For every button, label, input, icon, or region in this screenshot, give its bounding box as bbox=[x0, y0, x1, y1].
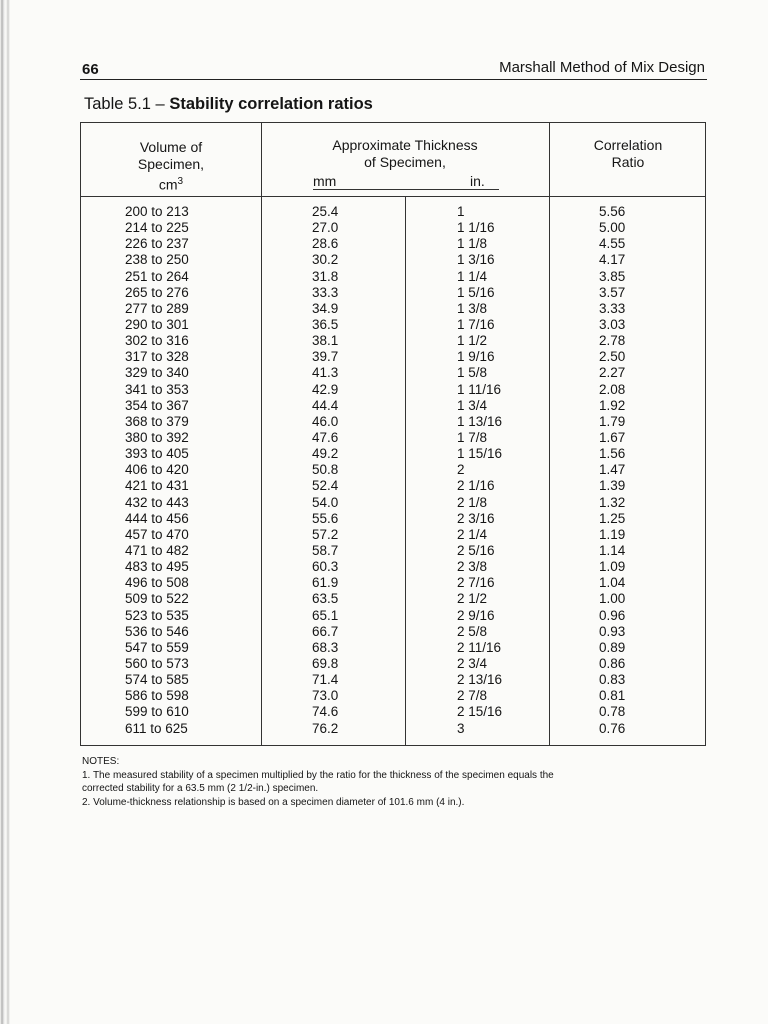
table-row bbox=[81, 301, 707, 317]
cell-inches: 2 9/16 bbox=[457, 607, 495, 623]
table-caption-title: Stability correlation ratios bbox=[169, 95, 373, 113]
table-caption-prefix: Table 5.1 – bbox=[84, 95, 170, 113]
cell-volume: 457 to 470 bbox=[125, 526, 189, 542]
cell-ratio: 4.55 bbox=[599, 236, 626, 252]
cell-volume: 574 to 585 bbox=[125, 672, 189, 688]
cell-volume: 523 to 535 bbox=[125, 607, 189, 623]
cell-mm: 57.2 bbox=[312, 526, 339, 542]
table-row bbox=[81, 575, 707, 591]
notes-heading: NOTES: bbox=[82, 756, 120, 767]
table-caption bbox=[84, 95, 373, 114]
cell-inches: 1 7/16 bbox=[457, 316, 495, 332]
cell-ratio: 1.39 bbox=[599, 478, 626, 494]
table-row bbox=[81, 478, 707, 494]
cell-volume: 393 to 405 bbox=[125, 446, 189, 462]
cell-ratio: 1.92 bbox=[599, 397, 626, 413]
cell-volume: 586 to 598 bbox=[125, 688, 189, 704]
cell-mm: 25.4 bbox=[312, 204, 339, 219]
cell-ratio: 0.76 bbox=[599, 720, 626, 736]
cell-volume: 200 to 213 bbox=[125, 204, 189, 219]
cell-inches: 1 1/16 bbox=[457, 220, 495, 236]
table-row bbox=[81, 446, 707, 462]
cell-volume: 214 to 225 bbox=[125, 220, 189, 236]
cell-ratio: 2.78 bbox=[599, 333, 626, 349]
cell-inches: 2 1/8 bbox=[457, 494, 488, 510]
table-row bbox=[81, 608, 707, 624]
header-volume-unit: $cm^3$ bbox=[158, 176, 184, 193]
cell-volume: 238 to 250 bbox=[125, 252, 189, 268]
cell-volume: 599 to 610 bbox=[125, 704, 189, 720]
cell-mm: 31.8 bbox=[312, 268, 339, 284]
cell-ratio: 1.32 bbox=[599, 494, 626, 510]
cell-inches: 1 9/16 bbox=[457, 349, 495, 365]
table-row bbox=[81, 543, 707, 559]
cell-ratio: 2.27 bbox=[599, 365, 626, 381]
cell-ratio: 1.56 bbox=[599, 446, 626, 462]
cell-mm: 30.2 bbox=[312, 252, 339, 268]
cell-mm: 58.7 bbox=[312, 542, 339, 558]
cell-ratio: 4.17 bbox=[599, 252, 626, 268]
table-row bbox=[81, 511, 707, 527]
cell-volume: 226 to 237 bbox=[125, 236, 189, 252]
cell-volume: 251 to 264 bbox=[125, 268, 189, 284]
cell-mm: 38.1 bbox=[312, 333, 339, 349]
cell-inches: 2 bbox=[457, 462, 465, 478]
cell-volume: 406 to 420 bbox=[125, 462, 189, 478]
cell-mm: 65.1 bbox=[312, 607, 339, 623]
cell-mm: 76.2 bbox=[312, 720, 339, 736]
cell-volume: 290 to 301 bbox=[125, 316, 189, 332]
cell-ratio: 2.50 bbox=[599, 349, 626, 365]
table-row bbox=[81, 204, 707, 220]
table-row bbox=[81, 414, 707, 430]
cell-ratio: 3.57 bbox=[599, 284, 626, 300]
cell-mm: 49.2 bbox=[312, 446, 339, 462]
cell-mm: 33.3 bbox=[312, 284, 339, 300]
cell-ratio: 1.04 bbox=[599, 575, 626, 591]
table-row bbox=[81, 252, 707, 268]
cell-ratio: 0.86 bbox=[599, 655, 626, 671]
cell-inches: 2 5/8 bbox=[457, 623, 488, 639]
header-thickness: Approximate Thickness of Specimen, bbox=[332, 137, 478, 170]
table-row bbox=[81, 349, 707, 365]
cell-volume: 354 to 367 bbox=[125, 397, 189, 413]
header-sub-mm: mm bbox=[313, 173, 337, 189]
running-title: Marshall Method of Mix Design bbox=[499, 59, 705, 76]
cell-ratio: 1.19 bbox=[599, 526, 626, 542]
cell-mm: 55.6 bbox=[312, 510, 339, 526]
table-row bbox=[81, 624, 707, 640]
cell-volume: 547 to 559 bbox=[125, 639, 189, 655]
cell-volume: 432 to 443 bbox=[125, 494, 189, 510]
header-sub-in: in. bbox=[470, 173, 485, 189]
cell-mm: 27.0 bbox=[312, 220, 339, 236]
cell-inches: 1 1/8 bbox=[457, 236, 488, 252]
cell-inches: 1 15/16 bbox=[457, 446, 503, 462]
cell-ratio: 0.93 bbox=[599, 623, 626, 639]
cell-mm: 36.5 bbox=[312, 316, 339, 332]
cell-ratio: 5.00 bbox=[599, 220, 626, 236]
cell-volume: 265 to 276 bbox=[125, 284, 189, 300]
cell-mm: 71.4 bbox=[312, 672, 339, 688]
cell-mm: 60.3 bbox=[312, 559, 339, 575]
table-row bbox=[81, 382, 707, 398]
cell-inches: 2 7/16 bbox=[457, 575, 495, 591]
cell-inches: 2 3/16 bbox=[457, 510, 495, 526]
cell-ratio: 0.83 bbox=[599, 672, 626, 688]
table-row bbox=[81, 430, 707, 446]
table-row bbox=[81, 236, 707, 252]
table-row bbox=[81, 317, 707, 333]
cell-ratio: 1.25 bbox=[599, 510, 626, 526]
cell-inches: 2 3/4 bbox=[457, 655, 488, 671]
cell-inches: 2 1/2 bbox=[457, 591, 488, 607]
cell-inches: 1 5/8 bbox=[457, 365, 488, 381]
cell-ratio: 1.09 bbox=[599, 559, 626, 575]
cell-inches: 1 3/16 bbox=[457, 252, 495, 268]
cell-inches: 1 1/2 bbox=[457, 333, 488, 349]
cell-volume: 483 to 495 bbox=[125, 559, 189, 575]
table-body bbox=[81, 204, 707, 737]
cell-mm: 61.9 bbox=[312, 575, 339, 591]
note-1-line-2: corrected stability for a 63.5 mm (2 1/2-in.) specimen. bbox=[82, 783, 319, 795]
cell-mm: 73.0 bbox=[312, 688, 339, 704]
table-row bbox=[81, 398, 707, 414]
cell-ratio: 0.78 bbox=[599, 704, 626, 720]
note-1-line-1: 1. The measured stability of a specimen multiplied by the ratio for the thickness of the specimen equals the bbox=[82, 769, 554, 781]
stability-correlation-table bbox=[80, 122, 706, 746]
cell-ratio: 1.14 bbox=[599, 542, 626, 558]
cell-volume: 380 to 392 bbox=[125, 429, 189, 445]
cell-mm: 68.3 bbox=[312, 639, 339, 655]
cell-ratio: 1.00 bbox=[599, 591, 626, 607]
table-row bbox=[81, 721, 707, 737]
cell-volume: 317 to 328 bbox=[125, 349, 189, 365]
cell-ratio: 1.67 bbox=[599, 429, 626, 445]
cell-volume: 444 to 456 bbox=[125, 510, 189, 526]
cell-volume: 302 to 316 bbox=[125, 333, 189, 349]
table-row bbox=[81, 688, 707, 704]
cell-volume: 471 to 482 bbox=[125, 542, 189, 558]
cell-volume: 611 to 625 bbox=[125, 720, 188, 736]
table-row bbox=[81, 462, 707, 478]
table-row bbox=[81, 333, 707, 349]
cell-mm: 39.7 bbox=[312, 349, 339, 365]
table-row bbox=[81, 559, 707, 575]
cell-inches: 1 1/4 bbox=[457, 268, 488, 284]
page-binding-edge bbox=[0, 0, 14, 1024]
header-rule bbox=[80, 79, 707, 80]
cell-inches: 1 3/8 bbox=[457, 300, 488, 316]
table-row bbox=[81, 365, 707, 381]
cell-volume: 341 to 353 bbox=[125, 381, 189, 397]
cell-ratio: 0.96 bbox=[599, 607, 626, 623]
cell-ratio: 3.85 bbox=[599, 268, 626, 284]
cell-volume: 536 to 546 bbox=[125, 623, 189, 639]
cell-volume: 496 to 508 bbox=[125, 575, 189, 591]
cell-mm: 34.9 bbox=[312, 300, 339, 316]
cell-volume: 277 to 289 bbox=[125, 300, 189, 316]
note-2: 2. Volume-thickness relationship is based on a specimen diameter of 101.6 mm (4 in.). bbox=[82, 796, 465, 808]
cell-volume: 421 to 431 bbox=[125, 478, 189, 494]
cell-inches: 1 13/16 bbox=[457, 413, 503, 429]
table-row bbox=[81, 220, 707, 236]
cell-mm: 69.8 bbox=[312, 655, 339, 671]
cell-inches: 1 bbox=[457, 204, 465, 219]
cell-volume: 329 to 340 bbox=[125, 365, 189, 381]
cell-mm: 50.8 bbox=[312, 462, 339, 478]
header-ratio: Correlation Ratio bbox=[593, 137, 663, 170]
table-row bbox=[81, 285, 707, 301]
cell-mm: 52.4 bbox=[312, 478, 339, 494]
table-row bbox=[81, 527, 707, 543]
cell-volume: 368 to 379 bbox=[125, 413, 189, 429]
cell-inches: 2 7/8 bbox=[457, 688, 488, 704]
cell-mm: 46.0 bbox=[312, 413, 339, 429]
cell-inches: 1 7/8 bbox=[457, 429, 488, 445]
page-number: 66 bbox=[82, 61, 99, 78]
cell-mm: 28.6 bbox=[312, 236, 339, 252]
cell-inches: 1 11/16 bbox=[457, 381, 502, 397]
cell-inches: 1 3/4 bbox=[457, 397, 488, 413]
cell-inches: 2 3/8 bbox=[457, 559, 488, 575]
header-divider bbox=[81, 196, 705, 197]
table-row bbox=[81, 704, 707, 720]
cell-mm: 44.4 bbox=[312, 397, 339, 413]
cell-inches: 2 11/16 bbox=[457, 639, 502, 655]
cell-ratio: 0.89 bbox=[599, 639, 626, 655]
cell-ratio: 1.79 bbox=[599, 413, 626, 429]
cell-inches: 1 5/16 bbox=[457, 284, 495, 300]
table-row bbox=[81, 269, 707, 285]
table-row bbox=[81, 656, 707, 672]
cell-ratio: 1.47 bbox=[599, 462, 626, 478]
cell-ratio: 3.33 bbox=[599, 300, 626, 316]
cell-volume: 509 to 522 bbox=[125, 591, 189, 607]
cell-ratio: 3.03 bbox=[599, 316, 626, 332]
cell-inches: 2 5/16 bbox=[457, 542, 495, 558]
table-row bbox=[81, 495, 707, 511]
cell-mm: 54.0 bbox=[312, 494, 339, 510]
cell-volume: 560 to 573 bbox=[125, 655, 189, 671]
cell-mm: 66.7 bbox=[312, 623, 339, 639]
cell-mm: 47.6 bbox=[312, 429, 339, 445]
table-row bbox=[81, 591, 707, 607]
cell-inches: 2 1/4 bbox=[457, 526, 488, 542]
cell-inches: 3 bbox=[457, 720, 465, 736]
cell-inches: 2 15/16 bbox=[457, 704, 503, 720]
cell-inches: 2 1/16 bbox=[457, 478, 495, 494]
cell-mm: 63.5 bbox=[312, 591, 339, 607]
header-volume: Volume of Specimen, $cm^3$ bbox=[81, 139, 261, 194]
table-row bbox=[81, 672, 707, 688]
table-row bbox=[81, 640, 707, 656]
cell-ratio: 5.56 bbox=[599, 204, 626, 219]
table-notes bbox=[82, 755, 722, 809]
cell-ratio: 0.81 bbox=[599, 688, 626, 704]
cell-mm: 74.6 bbox=[312, 704, 339, 720]
header-sub-underline bbox=[313, 189, 499, 190]
cell-ratio: 2.08 bbox=[599, 381, 626, 397]
cell-mm: 42.9 bbox=[312, 381, 339, 397]
cell-inches: 2 13/16 bbox=[457, 672, 503, 688]
cell-mm: 41.3 bbox=[312, 365, 339, 381]
